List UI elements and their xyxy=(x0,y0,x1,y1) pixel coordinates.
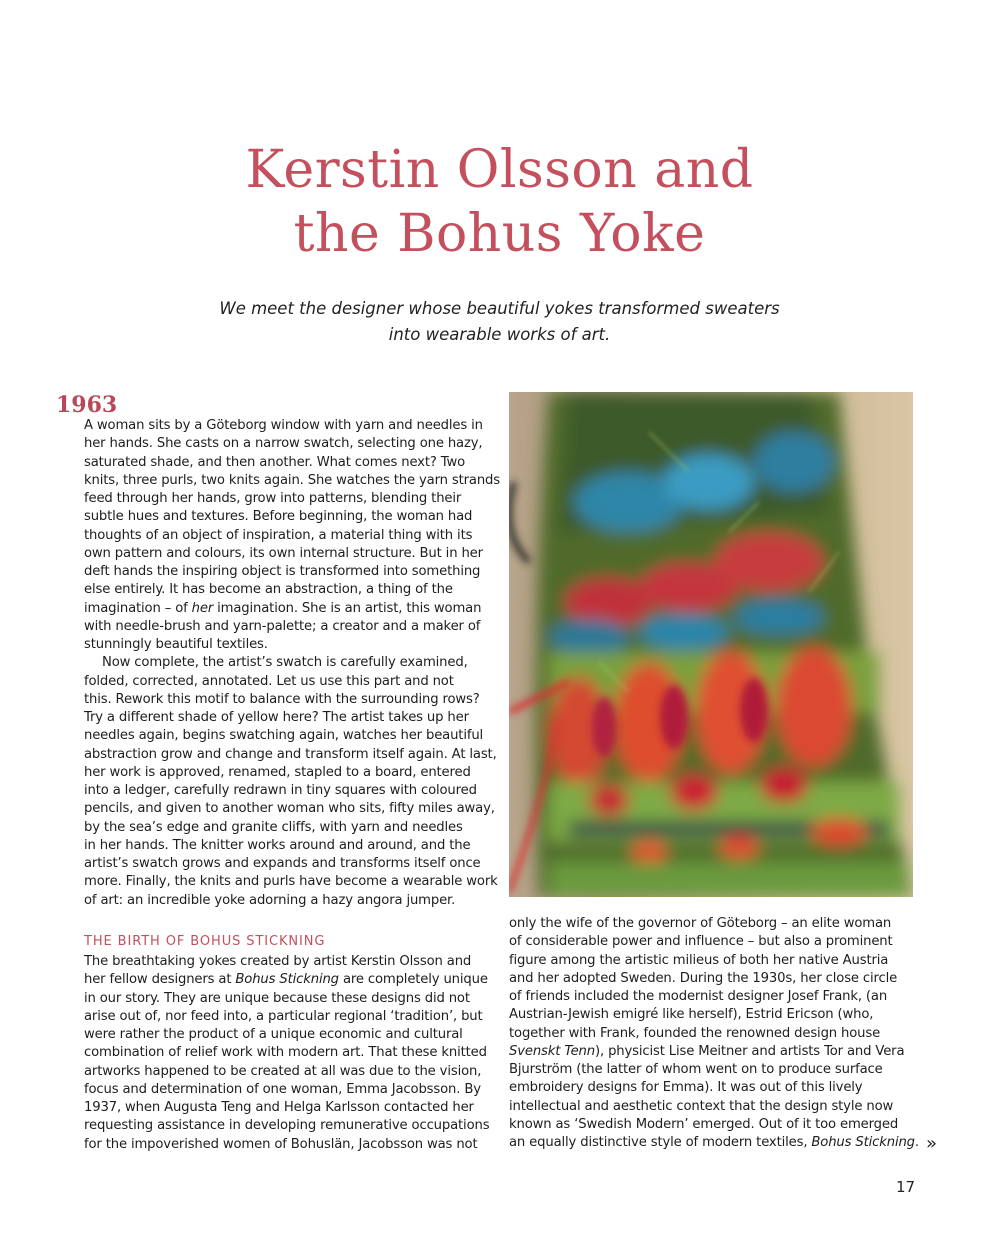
body-line: feed through her hands, grow into patterns, blending their xyxy=(84,491,462,506)
page-number: 17 xyxy=(896,1178,916,1196)
body-line xyxy=(509,1134,919,1152)
title-line-1: Kerstin Olsson and xyxy=(245,140,754,200)
body-line: arise out of, nor feed into, a particular regional ‘tradition’, but xyxy=(84,1008,483,1024)
emphasis-svenskt-tenn: Svenskt Tenn xyxy=(509,1043,595,1059)
body-line: in her hands. The knitter works around and around, and the xyxy=(84,837,471,853)
body-line: focus and determination of one woman, Emma Jacobsson. By xyxy=(84,1081,481,1097)
body-text: her fellow designers at xyxy=(84,972,236,988)
title-line-2: the Bohus Yoke xyxy=(293,204,706,264)
body-line: abstraction grow and change and transform itself again. At last, xyxy=(84,746,497,762)
body-line: Bjurström (the latter of whom went on to produce surface xyxy=(509,1062,883,1077)
section-year-heading: 1963 xyxy=(56,392,118,418)
body-line: requesting assistance in developing remunerative occupations xyxy=(84,1118,490,1134)
body-line xyxy=(509,1043,919,1061)
knitted-swatch-photo xyxy=(509,392,913,897)
body-line: of art: an incredible yoke adorning a hazy angora jumper. xyxy=(84,892,456,908)
body-line: subtle hues and textures. Before beginning, the woman had xyxy=(84,509,473,525)
body-line: else entirely. It has become an abstraction, a thing of the xyxy=(84,582,453,598)
body-line: own pattern and colours, its own internal structure. But in her xyxy=(84,545,483,561)
body-line: by the sea’s edge and granite cliffs, with yarn and needles xyxy=(84,819,463,835)
body-line: thoughts of an object of inspiration, a material thing with its xyxy=(84,527,473,543)
emphasis-her: her xyxy=(191,600,214,616)
body-line: artworks happened to be created at all was due to the vision, xyxy=(84,1063,482,1079)
emphasis-bohus-stickning: Bohus Stickning xyxy=(811,1135,915,1150)
body-line: deft hands the inspiring object is transformed into something xyxy=(84,564,481,579)
body-line: only the wife of the governor of Göteborg – an elite woman xyxy=(509,916,892,931)
continue-arrow-icon: » xyxy=(926,1133,938,1154)
body-line: in our story. They are unique because these designs did not xyxy=(84,990,470,1006)
body-line: Now complete, the artist’s swatch is carefully examined, xyxy=(102,655,468,671)
article-title xyxy=(0,138,999,266)
photo-illustration xyxy=(509,392,913,897)
body-line: The breathtaking yokes created by artist Kerstin Olsson and xyxy=(84,954,472,969)
body-line: folded, corrected, annotated. Let us use this part and not xyxy=(84,673,454,689)
emphasis-bohus-stickning: Bohus Stickning xyxy=(235,972,339,988)
section-heading: THE BIRTH OF BOHUS STICKNING xyxy=(84,934,326,949)
body-line: more. Finally, the knits and purls have become a wearable work xyxy=(84,874,498,890)
body-text: . xyxy=(914,1135,919,1150)
body-text: ), physicist Lise Meitner and artists Tor and Vera xyxy=(594,1043,905,1059)
body-line: artist’s swatch grows and expands and transforms itself once xyxy=(84,856,481,871)
body-line: of considerable power and influence – but also a prominent xyxy=(509,934,893,950)
body-line: with needle-brush and yarn-palette; a creator and a maker of xyxy=(84,618,481,634)
section-birth-body-left xyxy=(84,953,489,1154)
body-line: pencils, and given to another woman who sits, fifty miles away, xyxy=(84,801,495,817)
body-line: 1937, when Augusta Teng and Helga Karlsson contacted her xyxy=(84,1100,474,1115)
body-line: stunningly beautiful textiles. xyxy=(84,637,268,652)
body-text: an equally distinctive style of modern textiles, xyxy=(509,1135,812,1150)
body-line: her hands. She casts on a narrow swatch, selecting one hazy, xyxy=(84,436,483,452)
body-line: figure among the artistic milieus of both her native Austria xyxy=(509,952,889,968)
standfirst-line-2: into wearable works of art. xyxy=(388,325,611,344)
body-text: imagination. She is an artist, this woman xyxy=(213,600,482,616)
body-line: her work is approved, renamed, stapled to a board, entered xyxy=(84,764,471,780)
body-line: for the impoverished women of Bohuslän, Jacobsson was not xyxy=(84,1136,478,1152)
body-line: of friends included the modernist designer Josef Frank, (an xyxy=(509,989,888,1004)
section-1963-body xyxy=(84,417,500,910)
body-line: needles again, begins swatching again, watches her beautiful xyxy=(84,728,484,744)
body-line: were rather the product of a unique economic and cultural xyxy=(84,1027,463,1042)
body-line xyxy=(84,600,500,618)
body-line: and her adopted Sweden. During the 1930s, her close circle xyxy=(509,970,898,986)
standfirst-line-1: We meet the designer whose beautiful yokes transformed sweaters xyxy=(219,299,780,318)
body-line: this. Rework this motif to balance with the surrounding rows? xyxy=(84,691,480,707)
body-line: intellectual and aesthetic context that the design style now xyxy=(509,1098,894,1114)
body-line: embroidery designs for Emma). It was out of this lively xyxy=(509,1080,863,1096)
body-line: saturated shade, and then another. What comes next? Two xyxy=(84,454,466,470)
body-line: Austrian-Jewish emigré like herself), Estrid Ericson (who, xyxy=(509,1007,874,1023)
body-line: known as ‘Swedish Modern’ emerged. Out of it too emerged xyxy=(509,1116,899,1132)
body-line: knits, three purls, two knits again. She watches the yarn strands xyxy=(84,472,500,488)
body-line xyxy=(84,971,489,989)
body-line: into a ledger, carefully redrawn in tiny squares with coloured xyxy=(84,783,477,798)
body-line: Try a different shade of yellow here? The artist takes up her xyxy=(84,710,469,725)
body-line: combination of relief work with modern art. That these knitted xyxy=(84,1045,487,1061)
article-standfirst xyxy=(0,296,999,348)
body-text: are completely unique xyxy=(338,972,488,988)
body-line: A woman sits by a Göteborg window with yarn and needles in xyxy=(84,418,483,433)
body-line: together with Frank, founded the renowned design house xyxy=(509,1025,881,1041)
section-birth-body-right xyxy=(509,915,919,1152)
body-text: imagination – of xyxy=(84,600,192,616)
